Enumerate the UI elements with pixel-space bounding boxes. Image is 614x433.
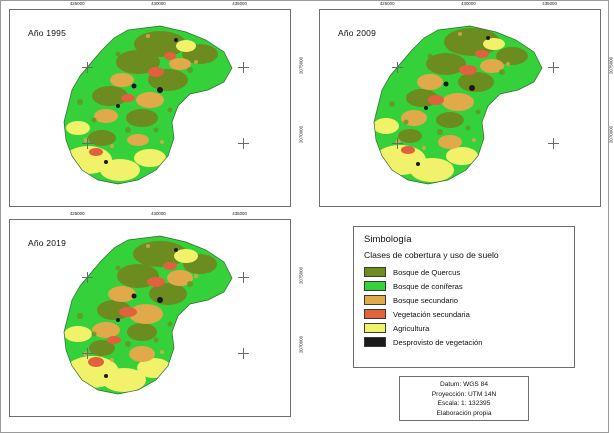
legend-item <box>364 279 566 293</box>
land-cover-raster-2009 <box>320 10 600 206</box>
graticule-cross <box>238 138 249 149</box>
x-tick-label: 425000 <box>379 1 395 6</box>
map-canvas-2019 <box>10 220 290 416</box>
y-tick-label: 2070000 <box>298 335 304 353</box>
authorship-line: Elaboración propia <box>436 409 492 417</box>
legend-item-label: Bosque de Quercus <box>393 267 461 277</box>
datum-info-box <box>399 376 529 421</box>
graticule-cross <box>82 138 93 149</box>
y-axis-ticks-1995 <box>291 10 304 206</box>
legend-item <box>364 335 566 349</box>
x-tick-label: 425000 <box>69 211 85 216</box>
x-tick-label: 425000 <box>69 1 85 6</box>
map-canvas-2009 <box>320 10 600 206</box>
y-tick-label: 2075000 <box>298 56 304 74</box>
legend-title: Simbología <box>364 234 412 245</box>
x-tick-label: 430000 <box>151 1 166 6</box>
map-canvas-1995 <box>10 10 290 206</box>
x-tick-label: 430000 <box>461 1 476 6</box>
graticule-cross <box>238 62 249 73</box>
x-tick-label: 435000 <box>542 1 557 6</box>
graticule-cross <box>548 62 559 73</box>
legend-subtitle: Clases de cobertura y uso de suelo <box>364 250 499 260</box>
legend-swatch-icon <box>364 309 386 319</box>
map-panel-2009 <box>319 1 614 207</box>
legend-item <box>364 321 566 335</box>
y-axis-ticks-2009 <box>601 10 614 206</box>
legend-item-label: Bosque de coníferas <box>393 281 463 291</box>
x-tick-label: 435000 <box>232 1 247 6</box>
y-tick-label: 2075000 <box>298 266 304 284</box>
graticule-cross <box>238 348 249 359</box>
legend-swatch-icon <box>364 337 386 347</box>
graticule-cross <box>392 62 403 73</box>
panel-title-2019: Año 2019 <box>28 238 66 248</box>
y-tick-label: 2075000 <box>608 56 614 74</box>
legend-swatch-icon <box>364 267 386 277</box>
map-panel-2019 <box>9 211 304 417</box>
panel-title-2009: Año 2009 <box>338 28 376 38</box>
legend-item-label: Desprovisto de vegetación <box>393 337 483 347</box>
legend-swatch-icon <box>364 295 386 305</box>
y-tick-label: 2070000 <box>608 125 614 143</box>
land-cover-raster-2019 <box>10 220 290 416</box>
y-tick-label: 2070000 <box>298 125 304 143</box>
x-tick-label: 430000 <box>151 211 166 216</box>
land-cover-raster-1995 <box>10 10 290 206</box>
x-axis-ticks-2009 <box>320 1 600 10</box>
legend-items <box>364 265 566 349</box>
datum-line: Datum: WGS 84 <box>439 381 488 388</box>
graticule-cross <box>392 138 403 149</box>
legend-item-label: Agricultura <box>393 323 430 333</box>
legend-item <box>364 307 566 321</box>
y-axis-ticks-2019 <box>291 220 304 416</box>
legend-swatch-icon <box>364 323 386 333</box>
x-axis-ticks-1995 <box>10 1 290 10</box>
map-panel-1995 <box>9 1 304 207</box>
x-axis-ticks-2019 <box>10 211 290 220</box>
legend-box <box>353 226 575 368</box>
graticule-cross <box>548 138 559 149</box>
legend-swatch-icon <box>364 281 386 291</box>
panel-title-1995: Año 1995 <box>28 28 66 38</box>
scale-line: Escala: 1: 132395 <box>437 400 491 408</box>
legend-item <box>364 293 566 307</box>
graticule-cross <box>82 272 93 283</box>
x-tick-label: 435000 <box>232 211 247 216</box>
graticule-cross <box>82 62 93 73</box>
legend-item-label: Vegetación secundaria <box>393 309 470 319</box>
graticule-cross <box>82 348 93 359</box>
graticule-cross <box>238 272 249 283</box>
projection-line: Proyección: UTM 14N <box>431 390 497 398</box>
legend-item-label: Bosque secundario <box>393 295 459 305</box>
legend-item <box>364 265 566 279</box>
